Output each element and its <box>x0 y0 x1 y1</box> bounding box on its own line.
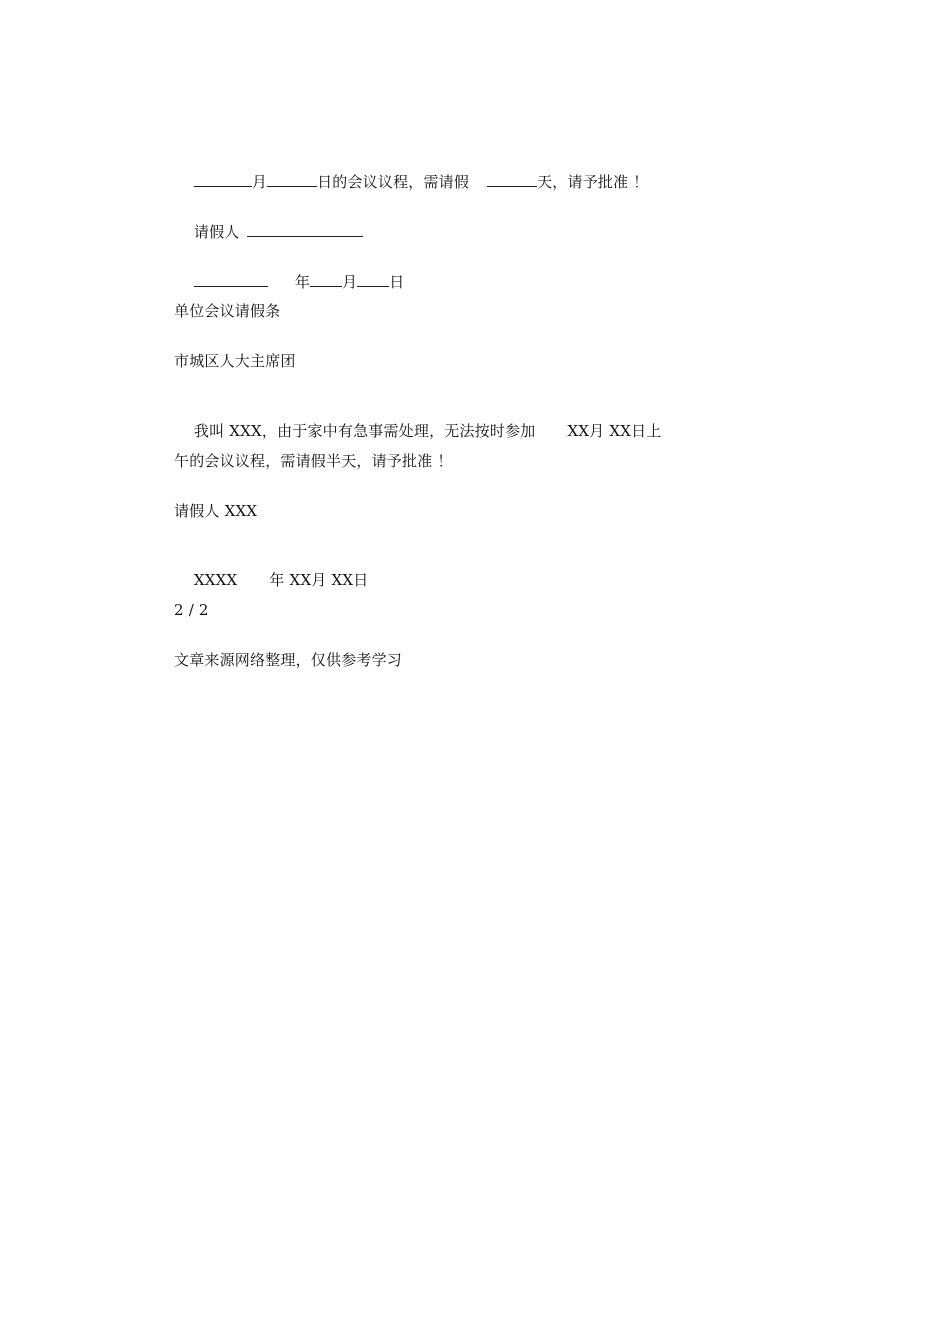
label-month: 月 <box>251 173 268 191</box>
document-title: 单位会议请假条 <box>174 302 281 320</box>
document-recipient: 市城区人大主席团 <box>174 352 296 370</box>
blank-applicant <box>247 222 363 237</box>
blank-date-month <box>310 272 342 287</box>
body-line-2: 午的会议议程，需请假半天，请予批准 ！ <box>174 452 453 470</box>
label-date-month: 月 <box>342 273 358 291</box>
label-days-approve: 天，请予批准 ！ <box>537 173 649 191</box>
signed-date-rest: 年 XX月 XX日 <box>269 571 369 589</box>
label-year: 年 <box>294 273 311 291</box>
body-line-1-date: XX月 XX日上 <box>567 422 662 440</box>
signature-line: 请假人 XXX <box>174 502 258 520</box>
blank-day <box>267 172 317 187</box>
blank-month <box>194 172 252 187</box>
blank-date-day <box>357 272 389 287</box>
signed-date-year: XXXX <box>193 571 238 589</box>
blank-days <box>487 172 537 187</box>
label-date-day: 日 <box>389 273 405 291</box>
page-number: 2 / 2 <box>174 601 209 619</box>
label-applicant: 请假人 <box>193 223 240 241</box>
blank-year <box>194 272 268 287</box>
label-day-agenda: 日的会议议程，需请假 <box>317 173 470 191</box>
body-line-1-text: 我叫 XXX，由于家中有急事需处理，无法按时参加 <box>193 422 536 440</box>
footer-note: 文章来源网络整理，仅供参考学习 <box>174 651 403 669</box>
